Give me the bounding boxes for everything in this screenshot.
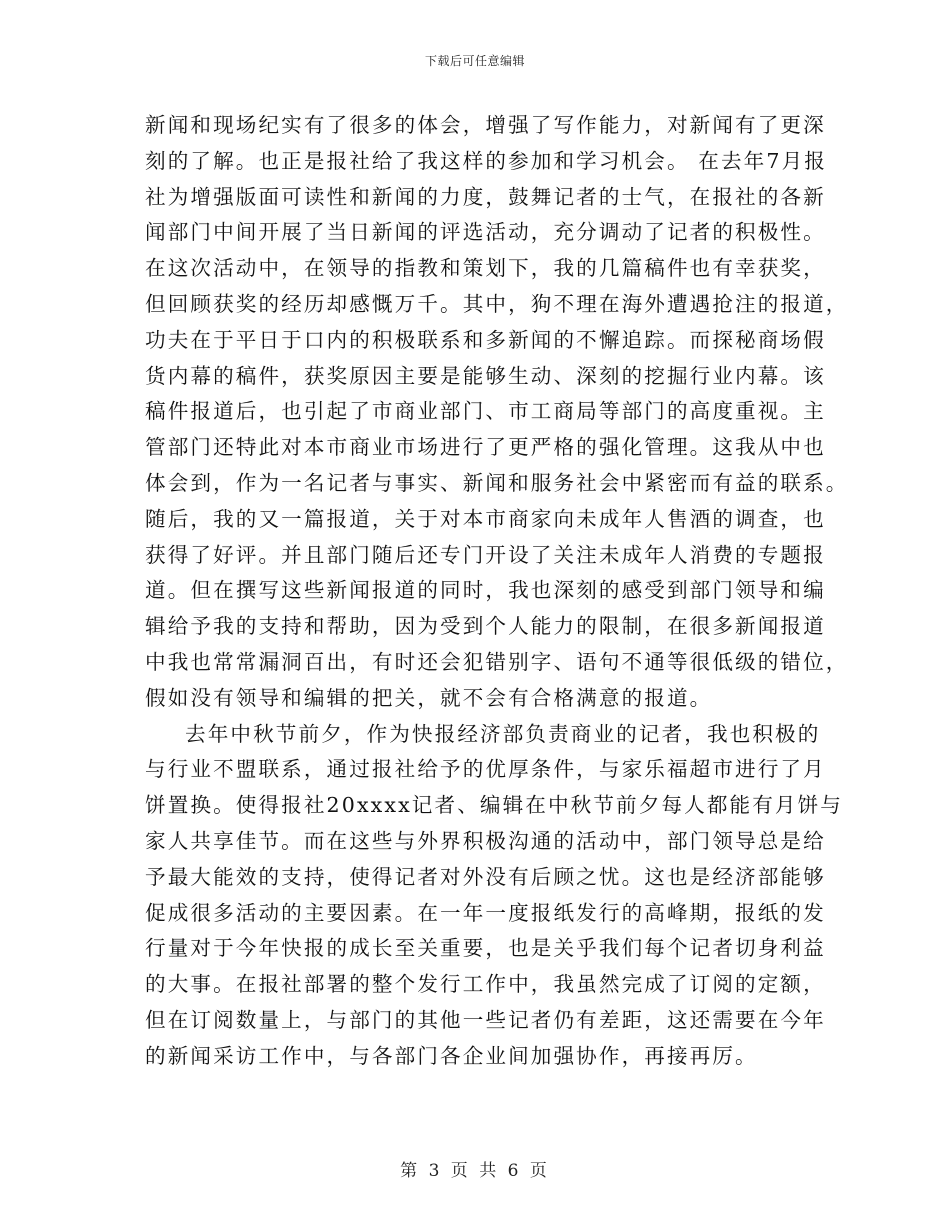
page-header: 下载后可任意编辑: [424, 54, 525, 68]
text-line: 行量对于今年快报的成长至关重要，也是关乎我们每个记者切身利益: [145, 936, 826, 961]
text-line: 予最大能效的支持，使得记者对外没有后顾之忧。这也是经济部能够: [145, 864, 826, 889]
text-line: 货内幕的稿件，获奖原因主要是能够生动、深刻的挖掘行业内幕。该: [145, 363, 826, 388]
text-line: 辑给予我的支持和帮助，因为受到个人能力的限制，在很多新闻报道: [145, 614, 826, 639]
text-line: 管部门还特此对本市商业市场进行了更严格的强化管理。这我从中也: [145, 435, 826, 460]
paragraph-2: [145, 717, 843, 1075]
text-line: 道。但在撰写这些新闻报道的同时，我也深刻的感受到部门领导和编: [145, 578, 826, 603]
text-line: 的新闻采访工作中，与各部门各企业间加强协作，再接再厉。: [145, 1043, 758, 1068]
text-line: 闻部门中间开展了当日新闻的评选活动，充分调动了记者的积极性。: [145, 220, 826, 245]
text-line: 获得了好评。并且部门随后还专门开设了关注未成年人消费的专题报: [145, 542, 826, 567]
text-line: 与行业不盟联系，通过报社给予的优厚条件，与家乐福超市进行了月: [145, 757, 826, 782]
text-line: 体会到，作为一名记者与事实、新闻和服务社会中紧密而有益的联系。: [145, 470, 849, 495]
text-line: 但在订阅数量上，与部门的其他一些记者仍有差距，这还需要在今年: [145, 1007, 826, 1032]
text-line: 中我也常常漏洞百出，有时还会犯错别字、语句不通等很低级的错位，: [145, 649, 849, 674]
text-line: 的大事。在报社部署的整个发行工作中，我虽然完成了订阅的定额，: [145, 972, 826, 997]
page-footer: 第 3 页 共 6 页: [400, 1161, 550, 1181]
document-body: [145, 108, 849, 1075]
text-line: 新闻和现场纪实有了很多的体会，增强了写作能力，对新闻有了更深: [145, 113, 826, 137]
text-line: 随后，我的又一篇报道，关于对本市商家向未成年人售酒的调查，也: [145, 506, 826, 531]
text-line: 去年中秋节前夕，作为快报经济部负责商业的记者，我也积极的: [185, 721, 821, 746]
text-line: 饼置换。使得报社20xxxx记者、编辑在中秋节前夕每人都能有月饼与: [145, 793, 843, 818]
text-line: 促成很多活动的主要因素。在一年一度报纸发行的高峰期，报纸的发: [145, 900, 826, 925]
text-line: 稿件报道后，也引起了市商业部门、市工商局等部门的高度重视。主: [145, 399, 826, 424]
text-line: 刻的了解。也正是报社给了我这样的参加和学习机会。 在去年7月报: [145, 148, 827, 173]
paragraph-1: [145, 108, 849, 717]
text-line: 功夫在于平日于口内的积极联系和多新闻的不懈追踪。而探秘商场假: [145, 327, 826, 352]
text-line: 社为增强版面可读性和新闻的力度，鼓舞记者的士气，在报社的各新: [145, 184, 826, 209]
text-line: 在这次活动中，在领导的指教和策划下，我的几篇稿件也有幸获奖，: [145, 256, 826, 281]
text-line: 家人共享佳节。而在这些与外界积极沟通的活动中，部门领导总是给: [145, 828, 826, 853]
text-line: 假如没有领导和编辑的把关，就不会有合格满意的报道。: [145, 685, 713, 710]
text-line: 但回顾获奖的经历却感慨万千。其中，狗不理在海外遭遇抢注的报道，: [145, 291, 849, 316]
